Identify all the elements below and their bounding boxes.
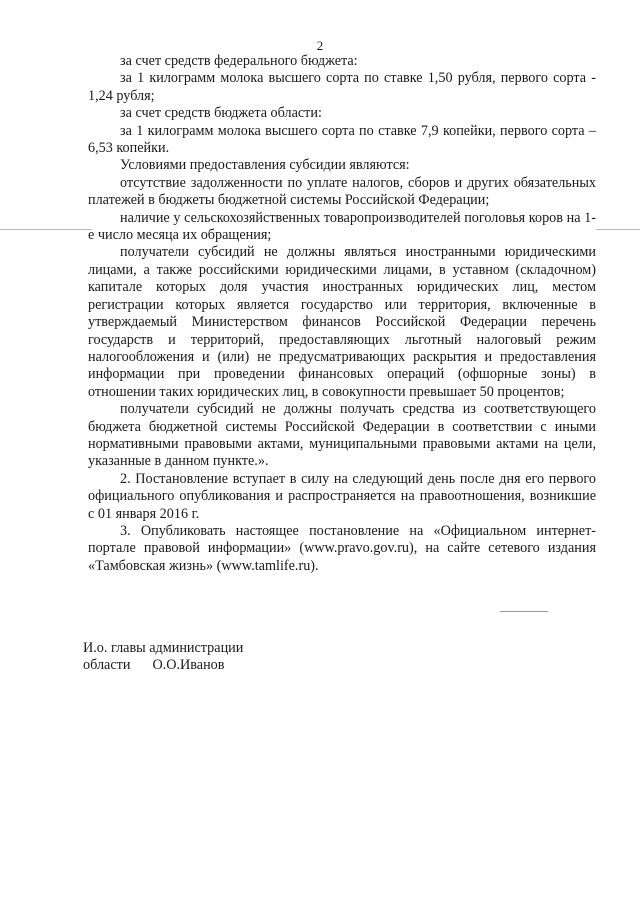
scan-rule-left: [0, 229, 92, 230]
paragraph-conditions-heading: Условиями предоставления субсидии являются:: [120, 157, 410, 174]
page-number: 2: [316, 38, 324, 53]
scan-mark: [500, 611, 548, 612]
signatory-region: области: [83, 657, 131, 673]
paragraph-regional-rate: за 1 килограмм молока высшего сорта по ставке 7,9 копейки, первого сорта – 6,53 копейки.: [88, 122, 596, 157]
paragraph-federal-rate: за 1 килограмм молока высшего сорта по ставке 1,50 рубля, первого сорта - 1,24 рубля;: [88, 70, 596, 104]
signatory-name: О.О.Иванов: [152, 657, 225, 673]
signatory-title-region: [83, 657, 243, 674]
signature-block: [83, 640, 243, 674]
paragraph-condition-cows: наличие у сельскохозяйственных товаропроизводителей поголовья коров на 1-е число месяца их обращения;: [88, 209, 596, 244]
signatory-title: И.о. главы администрации: [83, 640, 244, 656]
paragraph-federal-budget: за счет средств федерального бюджета:: [120, 53, 358, 69]
paragraph-publication: 3. Опубликовать настоящее постановление на «Официальном интернет-портале правовой информации» (www.pravo.gov.ru), на сайте сетевого издания «Тамбовская жизнь» (www.tamlife.ru).: [88, 522, 596, 574]
scan-rule-right: [596, 229, 640, 230]
document-body: [88, 53, 596, 575]
paragraph-condition-other-funds: получатели субсидий не должны получать средства из соответствующего бюджета бюджетной системы Российской Федерации в соответствии с иными нормативными правовыми актами, муниципальными правовыми актами на цели, указанные в данном пункте.».: [88, 401, 596, 470]
paragraph-condition-no-debt: отсутствие задолженности по уплате налогов, сборов и других обязательных платежей в бюджеты бюджетной системы Российской Федерации;: [88, 174, 596, 209]
paragraph-condition-foreign: получатели субсидий не должны являться иностранными юридическими лицами, а также российскими юридическими лицами, в уставном (складочном) капитале которых доля участия иностранных юридических лиц, местом регистрации которых является государство или территория, включенные в утверждаемый Министерством финансов Российской Федерации перечень государств и территорий, предоставляющих льготный налоговый режим налогообложения и (или) не предусматривающих раскрытия и предоставления информации при проведении финансовых операций (офшорные зоны) в отношении таких юридических лиц, в совокупности превышает 50 процентов;: [88, 244, 596, 400]
paragraph-effective-date: 2. Постановление вступает в силу на следующий день после дня его первого официального опубликования и распространяется на правоотношения, возникшие с 01 января 2016 г.: [88, 470, 596, 522]
paragraph-regional-budget: за счет средств бюджета области:: [120, 105, 322, 122]
